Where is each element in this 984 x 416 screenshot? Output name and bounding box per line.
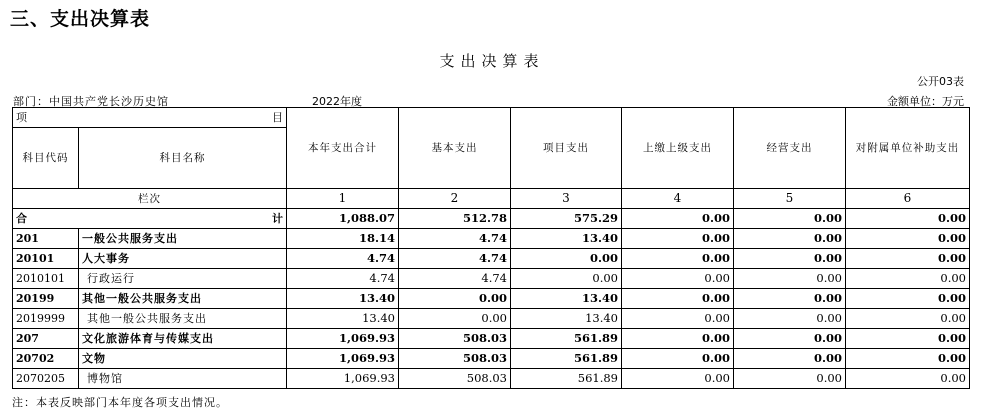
amount-cell: 1,069.93 — [287, 369, 399, 389]
total-label-right: 计 — [272, 212, 283, 225]
table-row — [13, 349, 970, 369]
subject-code: 2019999 — [13, 309, 79, 329]
amount-cell: 13.40 — [511, 289, 622, 309]
col-header-subsidy: 对附属单位补助支出 — [846, 108, 970, 189]
form-code: 公开03表 — [917, 75, 964, 88]
subject-code: 20101 — [13, 249, 79, 269]
total-label-cell — [13, 209, 287, 229]
code-col-header: 科目代码 — [13, 128, 79, 189]
page-heading: 三、支出决算表 — [10, 8, 151, 30]
col-index: 3 — [511, 189, 622, 209]
total-value: 0.00 — [734, 209, 846, 229]
unit-label: 金额单位：万元 — [887, 95, 964, 108]
table-row — [13, 249, 970, 269]
subject-code: 2070205 — [13, 369, 79, 389]
item-header-left: 项 — [16, 111, 27, 124]
amount-cell: 508.03 — [399, 369, 511, 389]
column-index-row — [13, 189, 970, 209]
amount-cell: 0.00 — [734, 309, 846, 329]
amount-cell: 0.00 — [846, 269, 970, 289]
amount-cell: 0.00 — [734, 369, 846, 389]
amount-cell: 0.00 — [622, 289, 734, 309]
amount-cell: 508.03 — [399, 329, 511, 349]
col-index: 5 — [734, 189, 846, 209]
col-header-remit: 上缴上级支出 — [622, 108, 734, 189]
amount-cell: 0.00 — [846, 309, 970, 329]
amount-cell: 0.00 — [734, 329, 846, 349]
amount-cell: 0.00 — [734, 289, 846, 309]
amount-cell: 0.00 — [734, 229, 846, 249]
subject-code: 20199 — [13, 289, 79, 309]
amount-cell: 1,069.93 — [287, 349, 399, 369]
amount-cell: 4.74 — [287, 269, 399, 289]
year-label: 2022年度 — [312, 95, 362, 108]
amount-cell: 13.40 — [511, 229, 622, 249]
amount-cell: 561.89 — [511, 369, 622, 389]
total-value: 0.00 — [846, 209, 970, 229]
item-header-cell — [13, 108, 287, 128]
table-row — [13, 289, 970, 309]
amount-cell: 561.89 — [511, 329, 622, 349]
total-label-left: 合 — [16, 212, 27, 225]
amount-cell: 0.00 — [622, 269, 734, 289]
amount-cell: 0.00 — [846, 349, 970, 369]
amount-cell: 0.00 — [622, 229, 734, 249]
amount-cell: 0.00 — [846, 289, 970, 309]
col-header-project: 项目支出 — [511, 108, 622, 189]
subject-code: 201 — [13, 229, 79, 249]
amount-cell: 0.00 — [622, 309, 734, 329]
total-row — [13, 209, 970, 229]
amount-cell: 0.00 — [399, 309, 511, 329]
amount-cell: 13.40 — [511, 309, 622, 329]
subject-name: 其他一般公共服务支出 — [79, 309, 287, 329]
col-index: 6 — [846, 189, 970, 209]
table-row — [13, 329, 970, 349]
col-header-total: 本年支出合计 — [287, 108, 399, 189]
col-index: 1 — [287, 189, 399, 209]
amount-cell: 0.00 — [734, 269, 846, 289]
table-title: 支出决算表 — [439, 52, 545, 70]
table-row — [13, 309, 970, 329]
expenditure-table — [12, 107, 970, 389]
table-row — [13, 369, 970, 389]
subject-code: 207 — [13, 329, 79, 349]
amount-cell: 561.89 — [511, 349, 622, 369]
subject-code: 20702 — [13, 349, 79, 369]
total-value: 575.29 — [511, 209, 622, 229]
amount-cell: 4.74 — [399, 249, 511, 269]
amount-cell: 0.00 — [511, 269, 622, 289]
amount-cell: 0.00 — [846, 249, 970, 269]
total-value: 0.00 — [622, 209, 734, 229]
amount-cell: 0.00 — [846, 329, 970, 349]
amount-cell: 0.00 — [734, 249, 846, 269]
amount-cell: 4.74 — [287, 249, 399, 269]
amount-cell: 0.00 — [622, 249, 734, 269]
amount-cell: 1,069.93 — [287, 329, 399, 349]
subject-code: 2010101 — [13, 269, 79, 289]
footnote: 注：本表反映部门本年度各项支出情况。 — [12, 396, 228, 409]
total-value: 1,088.07 — [287, 209, 399, 229]
amount-cell: 0.00 — [846, 369, 970, 389]
amount-cell: 13.40 — [287, 289, 399, 309]
col-index: 2 — [399, 189, 511, 209]
amount-cell: 0.00 — [622, 349, 734, 369]
amount-cell: 13.40 — [287, 309, 399, 329]
amount-cell: 4.74 — [399, 229, 511, 249]
subject-name: 其他一般公共服务支出 — [79, 289, 287, 309]
name-col-header: 科目名称 — [79, 128, 287, 189]
header-row-item — [13, 108, 970, 128]
amount-cell: 0.00 — [511, 249, 622, 269]
amount-cell: 4.74 — [399, 269, 511, 289]
amount-cell: 0.00 — [622, 369, 734, 389]
amount-cell: 18.14 — [287, 229, 399, 249]
amount-cell: 508.03 — [399, 349, 511, 369]
col-header-basic: 基本支出 — [399, 108, 511, 189]
subject-name: 行政运行 — [79, 269, 287, 289]
total-value: 512.78 — [399, 209, 511, 229]
department-label: 部门：中国共产党长沙历史馆 — [13, 95, 169, 108]
row-index-label: 栏次 — [13, 189, 287, 209]
amount-cell: 0.00 — [734, 349, 846, 369]
amount-cell: 0.00 — [846, 229, 970, 249]
subject-name: 人大事务 — [79, 249, 287, 269]
table-row — [13, 269, 970, 289]
subject-name: 文化旅游体育与传媒支出 — [79, 329, 287, 349]
subject-name: 文物 — [79, 349, 287, 369]
item-header-right: 目 — [272, 111, 283, 124]
col-header-operating: 经营支出 — [734, 108, 846, 189]
subject-name: 博物馆 — [79, 369, 287, 389]
subject-name: 一般公共服务支出 — [79, 229, 287, 249]
amount-cell: 0.00 — [622, 329, 734, 349]
col-index: 4 — [622, 189, 734, 209]
amount-cell: 0.00 — [399, 289, 511, 309]
table-row — [13, 229, 970, 249]
